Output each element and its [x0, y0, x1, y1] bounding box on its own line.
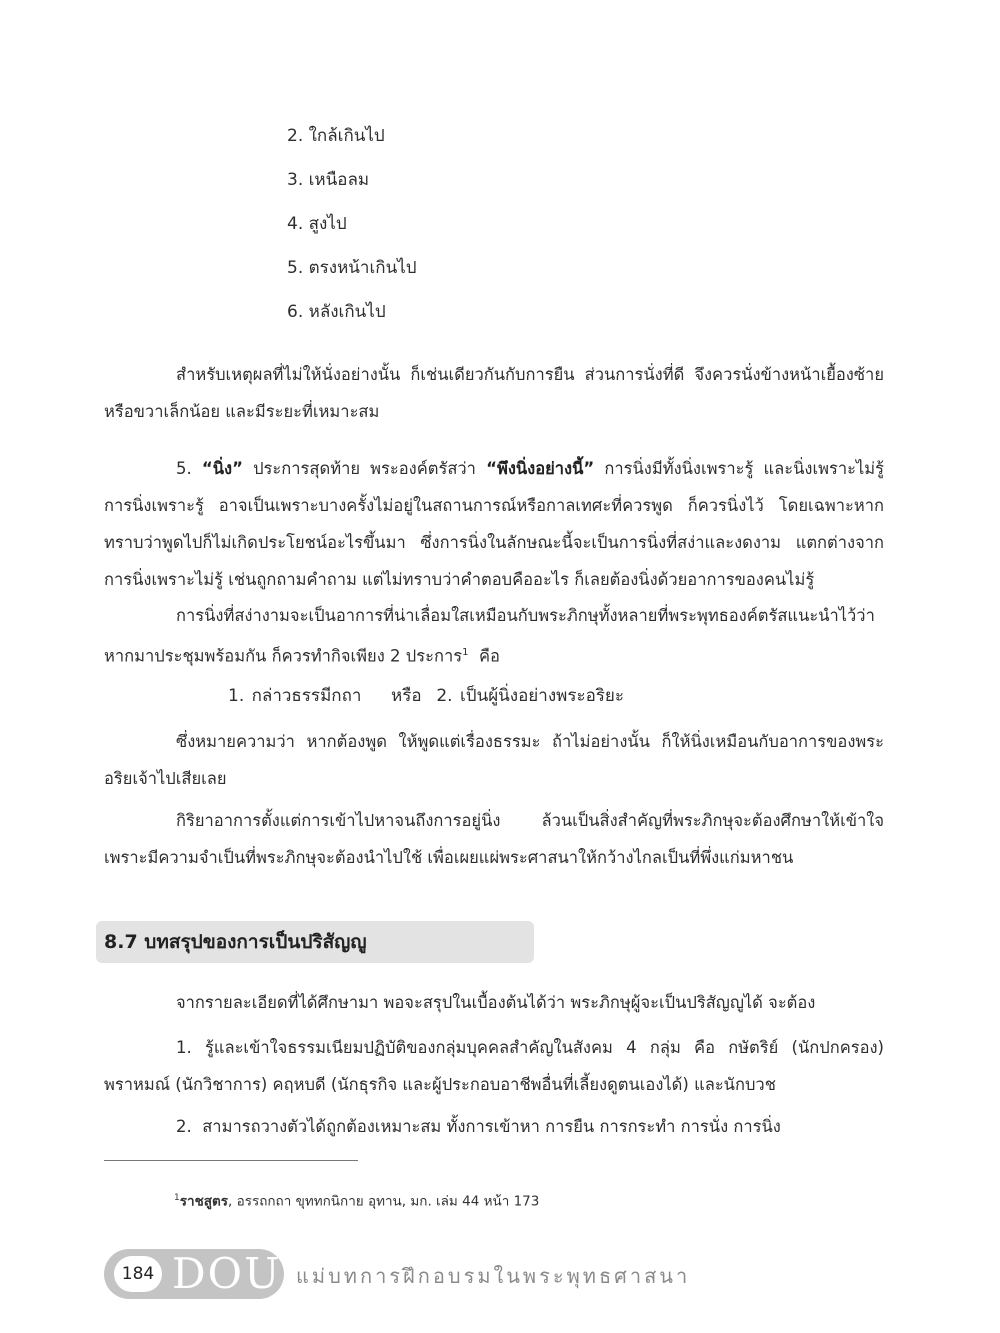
section-title: 8.7 บทสรุปของการเป็นปริสัญญู [104, 931, 367, 953]
paragraph-noble-silence [104, 597, 884, 675]
list-item: 2. ใกล้เกินไป [287, 126, 385, 146]
paragraph-text: ประการสุดท้าย พระองค์ตรัสว่า [242, 459, 487, 478]
bold-quote: “พึงนิ่งอย่างนี้” [486, 459, 595, 478]
paragraph-summary-intro [104, 984, 884, 1021]
paragraph-text: การนิ่งมีทั้งนิ่งเพราะรู้ และนิ่งเพราะไม่รู้ การนิ่งเพราะรู้ อาจเป็นเพราะบางครั้งไม่อยู่ในสถานการณ์หรือกาลเทศะที่ควรพูด ก็ควรนิ่งไว้ โดยเฉพาะหากทราบว่าพูดไปก็ไม่เกิดประโยชน์อะไรขึ้นมา ซึ่งการนิ่งในลักษณะนี้จะเป็นการนิ่งที่สง่าและงดงาม แตกต่างจากการนิ่งเพราะไม่รู้ เช่นถูกถามคำถาม แต่ไม่ทราบว่าคำตอบคืออะไร ก็เลยต้องนิ่งด้วยอาการของคนไม่รู้ [104, 459, 884, 589]
list-item: 5. ตรงหน้าเกินไป [287, 258, 417, 278]
footnote-divider [104, 1160, 358, 1161]
paragraph-silence [104, 450, 884, 598]
paragraph-text: จากรายละเอียดที่ได้ศึกษามา พอจะสรุปในเบื้องต้นได้ว่า พระภิกษุผู้จะเป็นปริสัญญูได้ จะต้อง [176, 993, 816, 1012]
book-title: แม่บทการฝึกอบรมในพระพุทธศาสนา [296, 1264, 691, 1288]
footnote-ref: 1 [462, 647, 469, 658]
list-item: 6. หลังเกินไป [287, 302, 386, 322]
paragraph-summary-1 [104, 1029, 884, 1103]
two-duties-line: 1. กล่าวธรรมีกถา หรือ 2. เป็นผู้นิ่งอย่างพระอริยะ [228, 686, 625, 706]
footnote-text: , อรรถกถา ขุททกนิกาย อุทาน, มก. เล่ม 44 หน้า 173 [228, 1193, 540, 1210]
list-item: 3. เหนือลม [287, 170, 370, 190]
bold-term: “นิ่ง” [201, 459, 243, 478]
footnote-source: ราชสูตร [179, 1193, 228, 1210]
paragraph-text: กิริยาอาการตั้งแต่การเข้าไปหาจนถึงการอยู่นิ่ง ล้วนเป็นสิ่งสำคัญที่พระภิกษุจะต้องศึกษาให้เข้าใจเพราะมีความจำเป็นที่พระภิกษุจะต้องนำไปใช้ เพื่อเผยแผ่พระศาสนาให้กว้างไกลเป็นที่พึ่งแก่มหาชน [104, 811, 884, 867]
paragraph-text: คือ [468, 646, 500, 666]
paragraph-text: สำหรับเหตุผลที่ไม่ให้นั่งอย่างนั้น ก็เช่นเดียวกันกับการยืน ส่วนการนั่งที่ดี จึงควรนั่งข้างหน้าเยื้องซ้ายหรือขวาเล็กน้อย และมีระยะที่เหมาะสม [104, 365, 884, 421]
footnote-mark: 1 [174, 1193, 180, 1203]
paragraph-text: 1. รู้และเข้าใจธรรมเนียมปฏิบัติของกลุ่มบุคคลสำคัญในสังคม 4 กลุ่ม คือ กษัตริย์ (นักปกครอง) พราหมณ์ (นักวิชาการ) คฤหบดี (นักธุรกิจ และผู้ประกอบอาชีพอื่นที่เลี้ยงดูตนเองได้) และนักบวช [104, 1038, 884, 1094]
dou-logo: DOU [172, 1249, 282, 1298]
paragraph-text: 2. สามารถวางตัวได้ถูกต้องเหมาะสม ทั้งการเข้าหา การยืน การกระทำ การนั่ง การนิ่ง [176, 1117, 781, 1136]
paragraph-text: ซึ่งหมายความว่า หากต้องพูด ให้พูดแต่เรื่องธรรมะ ถ้าไม่อย่างนั้น ก็ให้นิ่งเหมือนกับอาการของพระอริยเจ้าไปเสียเลย [104, 732, 884, 788]
footnote [174, 1188, 539, 1212]
paragraph-prefix: 5. [176, 459, 202, 478]
paragraph-conduct [104, 802, 884, 876]
paragraph-sitting-reason [104, 356, 884, 430]
page-number: 184 [114, 1256, 162, 1292]
paragraph-summary-2 [104, 1108, 884, 1145]
paragraph-text: การนิ่งที่สง่างามจะเป็นอาการที่น่าเลื่อมใสเหมือนกับพระภิกษุทั้งหลายที่พระพุทธองค์ตรัสแนะนำไว้ว่า หากมาประชุมพร้อมกัน ก็ควรทำกิจเพียง 2 ประการ [104, 606, 875, 666]
paragraph-meaning [104, 723, 884, 797]
list-item: 4. สูงไป [287, 214, 347, 234]
